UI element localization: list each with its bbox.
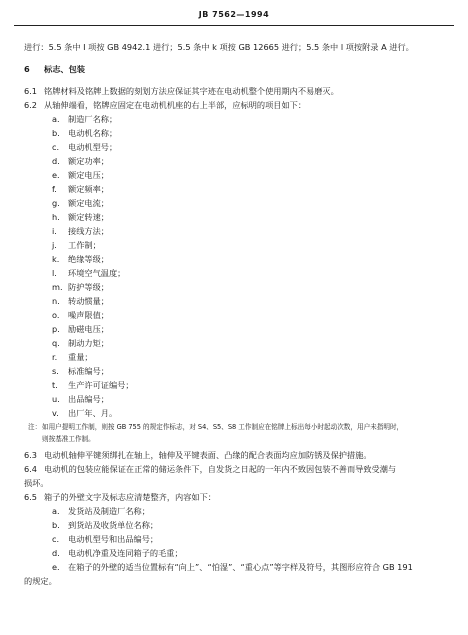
item-letter: e. [52,170,60,180]
item-letter: p. [52,324,60,334]
item-letter: v. [52,408,59,418]
clause-6-3-number: 6.3 [24,450,38,460]
list-item: 电动机净重及连同箱子的毛重； [68,548,183,558]
note-line-1: 如用户提明工作制，则按 GB 755 的规定作标志，对 S4、S5、S8 工作制应在铭牌上标出每小时起动次数，用户未指明时， [42,423,404,431]
list-item: 到货站及收货单位名称； [68,520,159,530]
item-letter: u. [52,394,60,404]
item-letter: e. [52,562,60,572]
item-letter: d. [52,156,60,166]
item-letter: r. [52,352,58,362]
clause-6-2-number: 6.2 [24,100,38,110]
list-item: 噪声限值； [68,310,109,320]
section-6-title: 标志、包装 [44,64,85,74]
list-item: 额定转速； [68,212,109,222]
item-letter: g. [52,198,60,208]
list-item: 额定功率； [68,156,109,166]
item-letter: k. [52,254,60,264]
item-letter: a. [52,114,60,124]
clause-6-1-text: 铭牌材料及铭牌上数据的刻划方法应保证其字迹在电动机整个使用期内不易磨灭。 [44,86,339,96]
section-6-number: 6 [24,64,30,74]
item-letter: o. [52,310,60,320]
list-item: 电动机型号和出品编号； [68,534,159,544]
list-item: 发货站及制造厂名称； [68,506,150,516]
item-letter: d. [52,548,60,558]
item-letter: b. [52,128,60,138]
item-letter: n. [52,296,60,306]
clause-6-5-tail: 的规定。 [24,576,57,586]
note-line-2: 则按基准工作制。 [42,435,95,443]
clause-6-5-number: 6.5 [24,492,38,502]
list-item: 标准编号； [68,366,109,376]
header-rule [14,25,454,26]
standard-number-header: JB 7562—1994 [198,10,270,19]
item-letter: a. [52,506,60,516]
clause-6-4-line-1: 电动机的包装应能保证在正常的储运条件下，自发货之日起的一年内不致因包装不善而导致受潮与 [44,464,397,474]
item-letter: m. [52,282,63,292]
item-letter: f. [52,184,57,194]
list-item: 生产许可证编号； [68,380,134,390]
item-letter: h. [52,212,60,222]
list-item: 出品编号； [68,394,109,404]
item-letter: j. [52,240,57,250]
item-letter: i. [52,226,57,236]
item-letter: c. [52,534,60,544]
list-item: 额定电流； [68,198,109,208]
list-item: 防护等级； [68,282,109,292]
continuation-line: 进行：5.5 条中 I 项按 GB 4942.1 进行；5.5 条中 k 项按 GB 12665 进行；5.5 条中 l 项按附录 A 进行。 [24,42,414,52]
list-item: 电动机名称； [68,128,118,138]
list-item: 制动力矩； [68,338,109,348]
list-item: 重量； [68,352,93,362]
item-letter: q. [52,338,60,348]
clause-6-2-text: 从轴伸端看，铭牌应固定在电动机机座的右上半部，应标明的项目如下： [44,100,307,110]
clause-6-5-text: 箱子的外壁文字及标志应清楚整齐，内容如下： [44,492,216,502]
list-item: 额定电压； [68,170,109,180]
list-item: 出厂年、月。 [68,408,118,418]
list-item: 电动机型号； [68,142,118,152]
list-item: 在箱子的外壁的适当位置标有“向上”、“怕湿”、“重心点”等字样及符号，其图形应符合 GB 191 [68,562,413,572]
note-label: 注： [28,423,42,431]
clause-6-4-number: 6.4 [24,464,38,474]
list-item: 转动惯量； [68,296,109,306]
clause-6-3-text: 电动机轴伸平键须绑扎在轴上，轴伸及平键表面、凸缘的配合表面均应加防锈及保护措施。 [44,450,372,460]
item-letter: c. [52,142,60,152]
clause-6-1-number: 6.1 [24,86,38,96]
item-letter: s. [52,366,59,376]
list-item: 励磁电压； [68,324,109,334]
list-item: 环境空气温度； [68,268,126,278]
item-letter: b. [52,520,60,530]
item-letter: t. [52,380,58,390]
list-item: 接线方法； [68,226,109,236]
list-item: 额定频率； [68,184,109,194]
list-item: 工作制； [68,240,101,250]
list-item: 绝缘等级； [68,254,109,264]
list-item: 制造厂名称； [68,114,118,124]
clause-6-4-line-2: 损坏。 [24,478,49,488]
item-letter: l. [52,268,57,278]
